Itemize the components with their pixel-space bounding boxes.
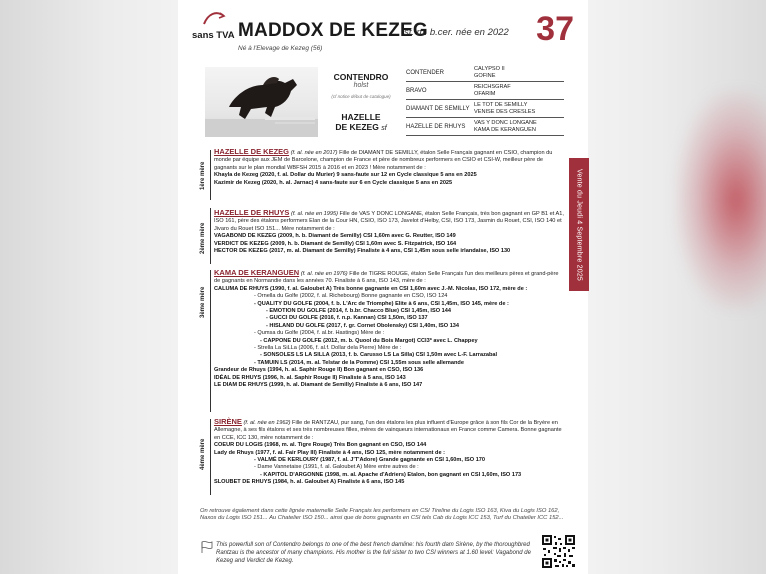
offspring-line: - QUALITY DU GOLFE (2004, f. b. L'Arc de Triomphe) Elite à 6 ans, CSI 1,45m, ISO 145, mère de :	[254, 300, 509, 307]
background-right	[588, 0, 766, 574]
footer-french-note: On retrouve également dans cette lignée maternelle Selle Français les performers en CSI Tireline du Logis ISO 163, Kiva du Logis ISO 162, Naxos du Logis ISO 151... Au Chatelier ISO 150... ainsi que de bons gagnants en CSI tels Cab du Logis ICC 153, Turf du Chatelier ICC 152...	[200, 508, 564, 522]
offspring-line: CALUMA DE RHUYS (1990, f. al. Galoubet A) Très bonne gagnante en CSI 1,60m avec J.-M. Nicolas, ISO 172, mère de :	[214, 285, 528, 292]
ped-gen2-cell: BRAVO	[406, 82, 474, 100]
dam-name-line1: HAZELLE	[341, 112, 381, 122]
offspring-line: - KAPITOL D'ARGONNE (1998, m. al. Apache d'Adriers) Etalon, bon gagnant en CSI 1,60m, ISO 173	[260, 471, 522, 478]
ped-gen3-cell: REICHSGRAF OFARIM	[474, 82, 564, 100]
offspring-line: VERDICT DE KEZEG (2009, h. b. Diamant de Semilly) CSI 1,60m avec S. Fitzpatrick, ISO 164	[214, 240, 457, 247]
sans-tva-logo	[192, 8, 234, 42]
ped-gen2-cell: HAZELLE DE RHUYS	[406, 118, 474, 136]
offspring-line: Lady de Rhuys (1977, f. al. Fair Play III) Finaliste à 4 ans, ISO 125, mère notamment de :	[214, 449, 445, 456]
ped-gen3-cell: CALYPSO II GOFINE	[474, 64, 564, 82]
offspring-line: COEUR DU LOGIS (1968, m. al. Tigre Rouge) Très Bon gagnant en CSO, ISO 144	[214, 442, 427, 449]
dam4-head: SIRÈNE	[214, 417, 242, 426]
pedigree-generation-2	[406, 64, 474, 136]
horse-name: MADDOX DE KEZEG	[238, 20, 428, 41]
offspring-line: - VALMÉ DE KERLOURY (1987, f. al. J'T'Adore) Grande gagnante en CSI 1,60m, ISO 170	[254, 457, 486, 464]
dam1-label: 1ère mère	[200, 161, 206, 190]
offspring-line: LE DIAM DE RHUYS (1999, h. al. Diamant de Semilly) Finaliste à 6 ans, ISO 147	[214, 382, 423, 389]
pedigree-generation-3	[474, 64, 564, 136]
offspring-line: - HISLAND DU GOLFE (2017, f. gr. Cornet Obolensky) CSI 1,40m, ISO 134	[266, 322, 460, 329]
offspring-line: HECTOR DE KEZEG (2017, m. al. Diamant de Semilly) Finaliste à 4 ans, CSI 1,45m sous selle irlandaise, ISO 130	[214, 248, 511, 255]
english-flag-icon	[200, 540, 214, 554]
jumping-horse-icon	[205, 67, 318, 137]
background-blur	[676, 90, 766, 310]
section-bar	[210, 270, 211, 412]
offspring-line: - Strella La SiLLa (2006, f. al.f. Dollar dela Pierre) Mère de :	[254, 345, 402, 352]
offspring-line: Kazimir de Kezeg (2020, h. al. Jarnac) 4 sans-faute sur 6 en Cycle classique 5 ans en 2025	[214, 179, 453, 186]
section-bar	[210, 150, 211, 200]
sire-name: CONTENDRO	[333, 72, 389, 82]
dam2-head: HAZELLE DE RHUYS	[214, 208, 290, 217]
section-bar	[210, 208, 211, 264]
offspring-line: - GUCCI DU GOLFE (2016, f. n.p. Kannan) CSI 1,50m, ISO 137	[266, 315, 428, 322]
offspring-line: - SONSOLES LS LA SILLA (2013, f. b. Carusso LS La Silla) CSI 1,50m avec L-F. Larrazabal	[260, 352, 498, 359]
sire-note: (cf notice début de catalogue)	[331, 94, 391, 99]
dam4-label: 4ème mère	[200, 438, 206, 470]
sale-date-ribbon	[569, 158, 589, 291]
ped-gen3-cell: VAS Y DONC LONGANE KAMA DE KERANGUEN	[474, 118, 564, 136]
offspring-line: - Qumsa du Golfe (2004, f. al.br. Hastings) Mère de :	[254, 330, 385, 337]
dam1-head: HAZELLE DE KEZEG	[214, 147, 290, 156]
dam3-section: KAMA DE KERANGUEN (f. al. née en 1976) Fille de TIGRE ROUGE, étalon Selle Français l'un des meilleurs pères et grand-père de gagnants en Normandie dans les années 70. Finaliste à 6 ans, ISO 143, mère de : CALUMA DE RHUYS (1990, f. al. Galoubet A) Très bonne gagnante en CSI 1,60m avec J.-M. Nicolas, ISO 172, mère de : - Ornella du Golfe (2002, f. al. Richebourg) Bonne gagnante en CSO, ISO 124 - QUALITY DU GOLFE (2004, f. b. L'Arc de Triomphe) Elite à 6 ans, CSI 1,45m, ISO 145, mère de : - EMOTION DU GOLFE (2014, f. b.br. Chacco Blue) CSI 1,45m, ISO 144 - GUCCI DU GOLFE (2016, f. n.p. Kannan) CSI 1,50m, ISO 137 - HISLAND DU GOLFE (2017, f. gr. Cornet Obolensky) CSI 1,40m, ISO 134 - Qumsa du Golfe (2004, f. al.br. Hastings) Mère de : - CAPPONE DU GOLFE (2012, m. b. Quool du Bois Margot) CCI3* avec L. Chappey - Strella La SiLLa (2006, f. al.f. Dollar dela Pierre) Mère de : - SONSOLES LS LA SILLA (2013, f. b. Carusso LS La Silla) CSI 1,50m avec L-F. Larrazabal - TAMUIN LS (2014, m. al. Telstar de la Pomme) CSI 1,55m sous selle allemande Grandeur de Rhuys (1994, h. al. Saphir Rouge II) Bon gagnant en CSO, ISO 136 IDÉAL DE RHUYS (1996, h. al. Saphir Rouge II) Finaliste à 5 ans, ISO 143 LE DIAM DE RHUYS (1999, h. al. Diamant de Semilly) Finaliste à 6 ans, ISO 147	[214, 269, 566, 390]
offspring-line: Grandeur de Rhuys (1994, h. al. Saphir Rouge II) Bon gagnant en CSO, ISO 136	[214, 367, 424, 374]
lot-number: 37	[536, 10, 574, 48]
qr-code-icon[interactable]	[541, 534, 576, 569]
dam3-head: KAMA DE KERANGUEN	[214, 268, 300, 277]
dam4-section: SIRÈNE (f. al. née en 1962) Fille de RANTZAU, pur sang, l'un des étalons les plus influent d'Europe grâce à son fils Cor de la Bryère en Allemagne, à ses fils étalons et ses très nombreuses filles, mères de vainqueurs internationaux en France comme Camera. Bonne gagnante en CCE, ICC 130, mère notamment de : COEUR DU LOGIS (1968, m. al. Tigre Rouge) Très Bon gagnant en CSO, ISO 144 Lady de Rhuys (1977, f. al. Fair Play III) Finaliste à 4 ans, ISO 125, mère notamment de : - VALMÉ DE KERLOURY (1987, f. al. J'T'Adore) Grande gagnante en CSI 1,60m, ISO 170 - Dame Vannetaise (1991, f. al. Galoubet A) Mère entre autres de : - KAPITOL D'ARGONNE (1998, m. al. Apache d'Adriers) Etalon, bon gagnant en CSI 1,60m, ISO 173 SLOUBET DE RHUYS (1984, h. al. Galoubet A) Finaliste à 6 ans, ISO 145	[214, 418, 566, 487]
sale-date: Vente du Jeudi 4 Septembre 2025	[575, 168, 583, 281]
sire-studbook: holst	[353, 82, 369, 89]
footer-english-note: This powerfull son of Contendro belongs to one of the best french damline: his fourth dam Sirène, by the thoroughbred Rantzau is the ancestor of many champions. His mother is the full sister to two CSI winners at 1.60 level: Vagabond de Kezeg and Verdict de Kezeg.	[216, 542, 531, 564]
dam1-section: HAZELLE DE KEZEG (f. al. née en 2017) Fille de DIAMANT DE SEMILLY, étalon Selle Français gagnant en CSIO, champion du monde par équipe aux JEM de Barcelone, champion de France et père de nombreux performers en CSIO et CSI-W, meilleur père de gagnants sur le plan mondial WBFSH 2015 à 2016 et en 2023 ! Mère notamment de : Khayla de Kezeg (2020, f. al. Dollar du Murier) 9 sans-faute sur 12 en Cycle classique 5 ans en 2025 Kazimir de Kezeg (2020, h. al. Jarnac) 4 sans-faute sur 6 en Cycle classique 5 ans en 2025	[214, 147, 553, 186]
ped-gen2-cell: DIAMANT DE SEMILLY	[406, 100, 474, 118]
dam3-label: 3ème mère	[200, 286, 206, 318]
offspring-line: Khayla de Kezeg (2020, f. al. Dollar du Murier) 9 sans-faute sur 12 en Cycle classique 5 ans en 2025	[214, 172, 477, 179]
sire-block	[326, 68, 396, 99]
offspring-line: SLOUBET DE RHUYS (1984, h. al. Galoubet A) Finaliste à 6 ans, ISO 145	[214, 479, 405, 486]
ped-gen2-cell: CONTENDER	[406, 64, 474, 82]
offspring-line: IDÉAL DE RHUYS (1996, h. al. Saphir Rouge II) Finaliste à 5 ans, ISO 143	[214, 374, 406, 381]
section-bar	[210, 419, 211, 495]
ped-gen3-cell: LE TOT DE SEMILLY VENISE DES CRESLES	[474, 100, 564, 118]
dam-studbook: sf	[381, 125, 387, 132]
offspring-line: - Ornella du Golfe (2002, f. al. Richebourg) Bonne gagnante en CSO, ISO 124	[254, 293, 448, 300]
offspring-line: - TAMUIN LS (2014, m. al. Telstar de la Pomme) CSI 1,55m sous selle allemande	[254, 359, 464, 366]
offspring-line: - Dame Vannetaise (1991, f. al. Galoubet A) Mère entre autres de :	[254, 464, 419, 471]
dam-block	[326, 112, 396, 134]
dam2-section: HAZELLE DE RHUYS (f. al. née en 1995) Fille de VAS Y DONC LONGANE, étalon Selle Français, très bon gagnant en GP B1 et A1, ISO 161, père des étalons performers Elan de la Cour HN, CSIO, ISO 173, Javelot d'Helby, CSI, ISO 173, Jasmin du Rouet, CSI, ISO 140 et Jivaro du Rouet ISO 151... Mère notamment de : VAGABOND DE KEZEG (2009, h. b. Diamant de Semilly) CSI 1,60m avec G. Reutter, ISO 149 VERDICT DE KEZEG (2009, h. b. Diamant de Semilly) CSI 1,60m avec S. Fitzpatrick, ISO 164 HECTOR DE KEZEG (2017, m. al. Diamant de Semilly) Finaliste à 4 ans, CSI 1,45m sous selle irlandaise, ISO 130	[214, 208, 564, 255]
offspring-line: VAGABOND DE KEZEG (2009, h. b. Diamant de Semilly) CSI 1,60m avec G. Reutter, ISO 149	[214, 233, 456, 240]
offspring-line: - EMOTION DU GOLFE (2014, f. b.br. Chacco Blue) CSI 1,45m, ISO 144	[266, 308, 451, 315]
background-left	[0, 0, 178, 574]
horse-photo	[205, 67, 318, 137]
dam2-label: 2ème mère	[200, 222, 206, 254]
horse-info: sf. m. b.cer. née en 2022	[404, 27, 509, 38]
swoosh-icon	[202, 10, 226, 28]
logo-text: sans TVA	[192, 30, 235, 41]
breeder-line: Né à l'Elevage de Kezeg (56)	[238, 45, 323, 52]
catalogue-page	[178, 0, 588, 574]
dam-name-line2: DE KEZEG sf	[335, 122, 387, 132]
offspring-line: - CAPPONE DU GOLFE (2012, m. b. Quool du Bois Margot) CCI3* avec L. Chappey	[260, 337, 478, 344]
